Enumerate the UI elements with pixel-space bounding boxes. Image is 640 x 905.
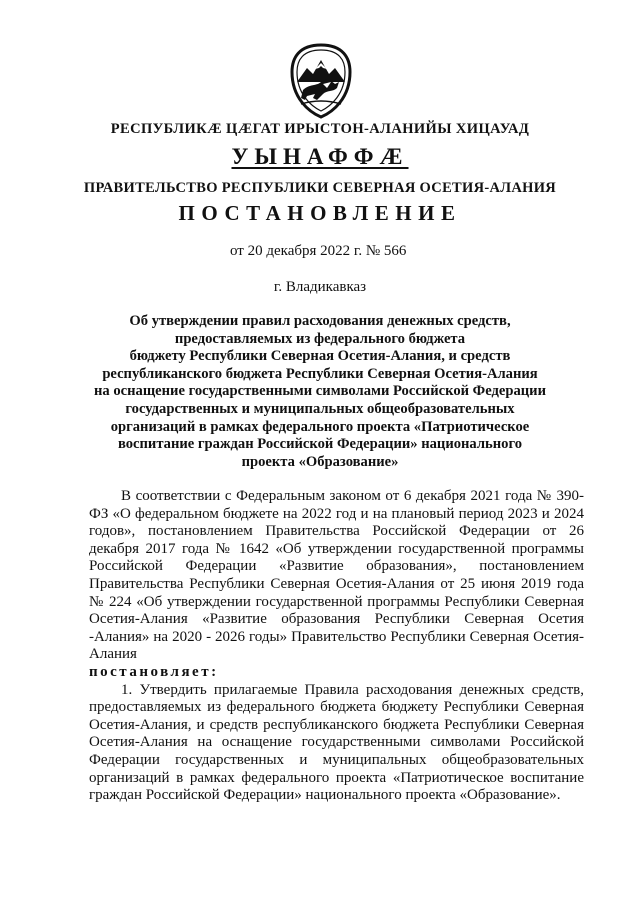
decree-title <box>80 313 560 471</box>
title-line: проекта «Образование» <box>241 453 399 470</box>
decree-city: г. Владикавказ <box>273 279 367 295</box>
title-line: предоставляемых из федерального бюджета <box>174 330 466 347</box>
government-name-russian: ПРАВИТЕЛЬСТВО РЕСПУБЛИКИ СЕВЕРНАЯ ОСЕТИЯ-АЛАНИЯ <box>83 180 557 196</box>
item-1-paragraph: 1. Утвердить прилагаемые Правила расходования денежных средств, предоставляемых из федерального бюджета бюджету Республики Северная Осетия-Алания, и средств республиканского бюджета Республики Северная Осетия-Алания на оснащение государственными символами Российской Федерации государственных и муниципальных общеобразовательных организаций в рамках федерального проекта «Патриотическое воспитание граждан Российской Федерации» национального проекта «Образование». <box>89 681 584 804</box>
title-line: бюджету Республики Северная Осетия-Алания, и средств <box>129 348 511 365</box>
title-line: воспитание граждан Российской Федерации» национального <box>117 436 523 453</box>
resolves-line: постановляет: <box>89 663 219 680</box>
title-line: на оснащение государственными символами Российской Федерации <box>94 383 546 400</box>
preamble-paragraph: В соответствии с Федеральным законом от 6 декабря 2021 года № 390-ФЗ «О федеральном бюджете на 2022 год и на плановый период 2023 и 2024 годов», постановлением Правительства Российской Федерации от 26 декабря 2017 года № 1642 «Об утверждении государственной программы Российской Федерации «Развитие образования», постановлением Правительства Республики Северная Осетия-Алания от 25 июня 2019 года № 224 «Об утверждении государственной программы Республики Северная Осетия-Алания «Развитие образования Республики Северная Осетия -Алания» на 2020 - 2026 годы» Правительство Республики Северная Осетия-Алания <box>89 488 584 663</box>
title-line: Об утверждении правил расходования денежных средств, <box>129 313 511 329</box>
coat-of-arms-snow-leopard-icon <box>287 42 355 120</box>
title-line: республиканского бюджета Республики Северная Осетия-Алания <box>102 365 538 382</box>
decree-body <box>89 488 584 805</box>
republic-name-ossetian: РЕСПУБЛИКӔ ЦӔГАТ ИРЫСТОН-АЛАНИЙЫ ХИЦАУАД <box>110 121 530 137</box>
decree-type-ossetian: УЫНАФФӔ <box>231 144 409 169</box>
decree-type-russian: ПОСТАНОВЛЕНИЕ <box>178 201 462 225</box>
title-line: государственных и муниципальных общеобразовательных <box>125 400 515 417</box>
decree-date-number: от 20 декабря 2022 г. № 566 <box>230 243 407 259</box>
title-line: организаций в рамках федерального проекта «Патриотическое <box>110 418 530 435</box>
